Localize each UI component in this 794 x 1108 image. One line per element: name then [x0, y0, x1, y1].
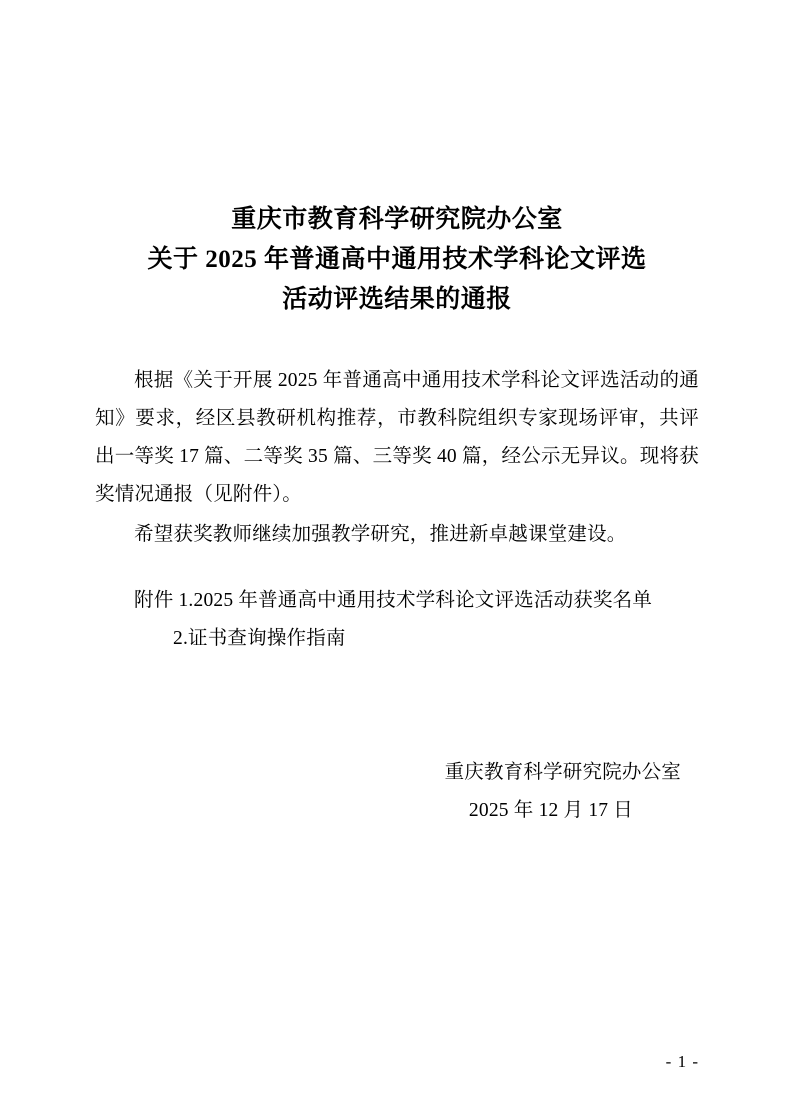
page-number: - 1 - [665, 1052, 699, 1071]
document-title [95, 0, 699, 320]
title-line-2: 关于 2025 年普通高中通用技术学科论文评选 [147, 246, 647, 273]
document-body [95, 362, 699, 554]
attachment-item-1: 附件 1.2025 年普通高中通用技术学科论文评选活动获奖名单 [134, 590, 653, 611]
signature-block [95, 754, 699, 830]
attachment-list [95, 582, 699, 658]
body-paragraph-1: 根据《关于开展 2025 年普通高中通用技术学科论文评选活动的通知》要求，经区县教研机构推荐，市教科院组织专家现场评审，共评出一等奖 17 篇、二等奖 35 篇、三等奖 40 篇，经公示无异议。现将获奖情况通报（见附件）。 [95, 370, 699, 505]
title-line-3: 活动评选结果的通报 [282, 286, 512, 313]
attachment-item-2: 2.证书查询操作指南 [173, 628, 346, 649]
title-line-1: 重庆市教育科学研究院办公室 [231, 206, 563, 233]
body-paragraph-2: 希望获奖教师继续加强教学研究，推进新卓越课堂建设。 [134, 524, 627, 545]
signature-organization: 重庆教育科学研究院办公室 [444, 762, 681, 783]
signature-date: 2025 年 12 月 17 日 [468, 800, 633, 821]
